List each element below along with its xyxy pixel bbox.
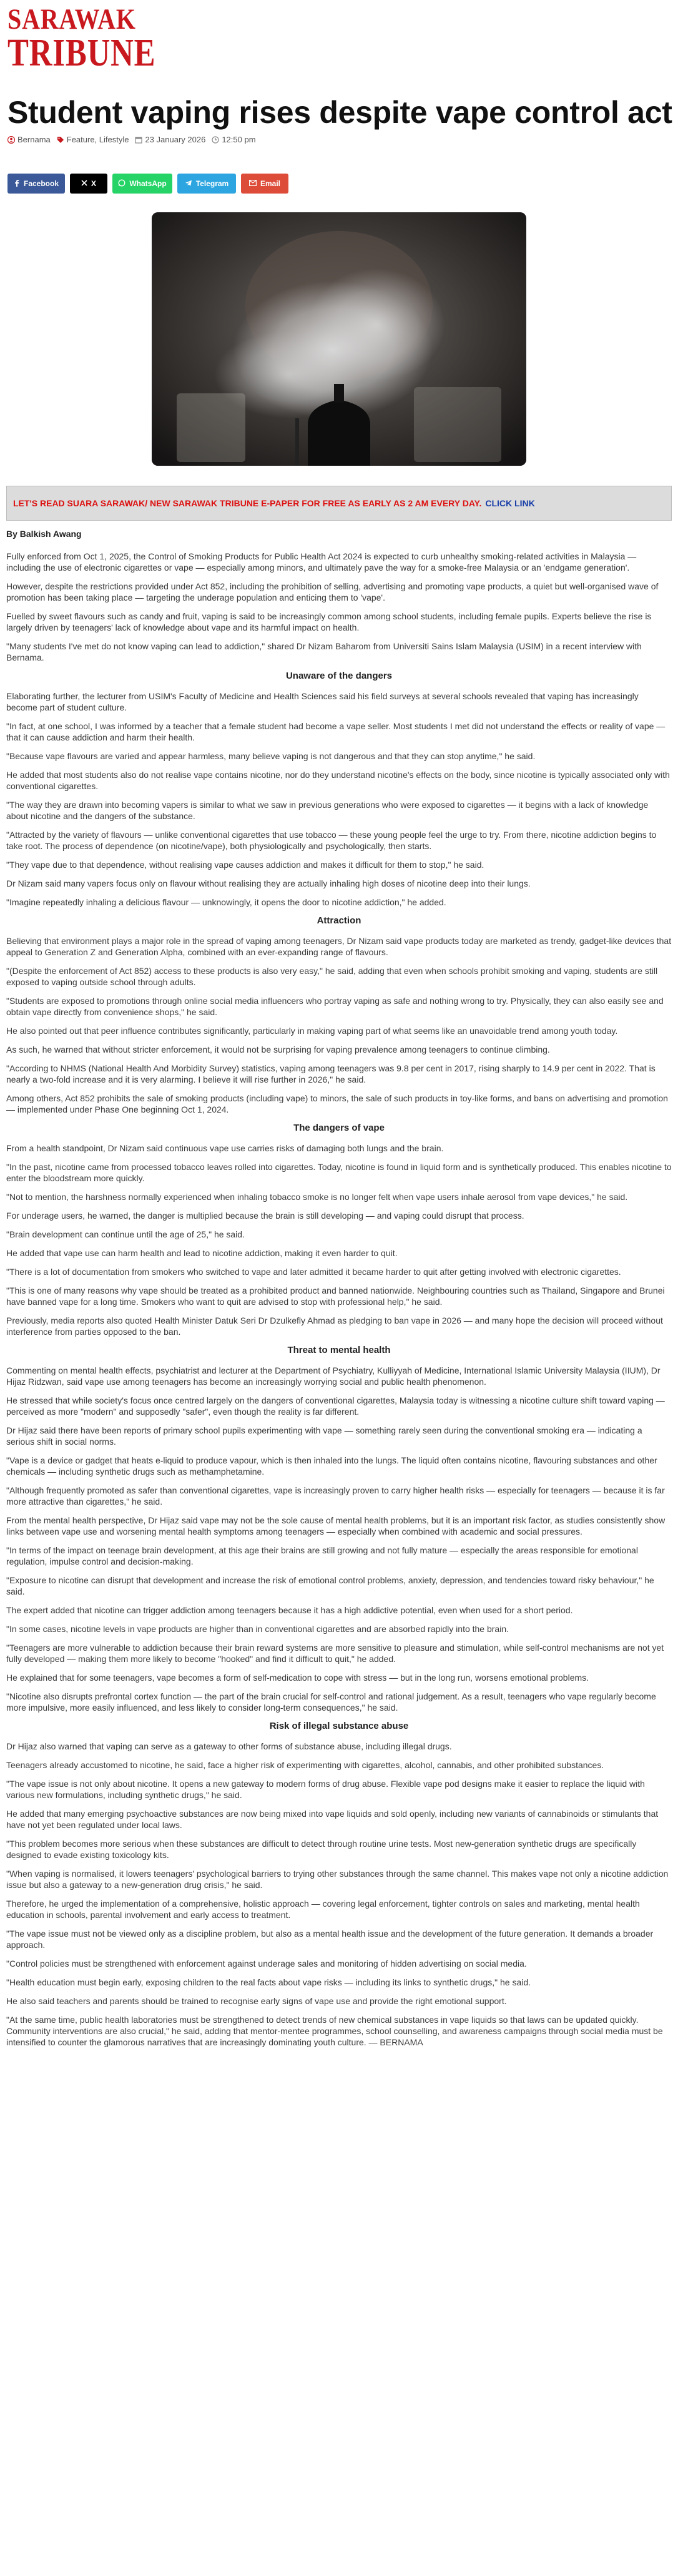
article-paragraph: "Not to mention, the harshness normally experienced when inhaling tobacco smoke is no longer felt when vape users inhale aerosol from vape devices," he said.	[6, 1192, 628, 1202]
article-paragraph: "Teenagers are more vulnerable to addiction because their brain reward systems are more sensitive to pleasure and stimulation, while self-control mechanisms are not yet fully developed — making them more likely to become "hooked" and find it difficult to quit," he added.	[6, 1643, 664, 1664]
share-x-button[interactable]	[70, 174, 107, 194]
article-paragraph: "Many students I've met do not know vaping can lead to addiction," shared Dr Nizam Baharom from Universiti Sains Islam Malaysia (USIM) in a recent interview with Bernama.	[6, 641, 642, 662]
article-title: Student vaping rises despite vape control act	[7, 95, 672, 130]
article-paragraph: Dr Nizam said many vapers focus only on flavour without realising they are actually inhaling high doses of nicotine deep into their lungs.	[6, 878, 531, 888]
byline: By Balkish Awang	[6, 529, 82, 539]
article-paragraph: He stressed that while society's focus once centred largely on the dangers of conventional cigarettes, Malaysia today is witnessing a nicotine culture shift toward vaping — perceived as more "modern" and supposedly "safer", even though the reality is far different.	[6, 1395, 665, 1417]
article-paragraph: "In terms of the impact on teenage brain development, at this age their brains are still growing and not fully mature — especially the areas responsible for emotional regulation, impulse control and decision-making.	[6, 1545, 638, 1566]
share-email-button[interactable]	[241, 174, 288, 194]
article-paragraph: "Attracted by the variety of flavours — unlike conventional cigarettes that use tobacco — these young people feel the urge to try. From there, nicotine addiction begins to take root. The process of dependence (on nicotine/vape), both physiologically and psychologically, then starts.	[6, 830, 657, 851]
calendar-icon	[135, 136, 142, 144]
article-paragraph: He also pointed out that peer influence contributes significantly, particularly in making vaping part of what seems like an unavoidable trend among youth today.	[6, 1026, 618, 1036]
share-telegram-button[interactable]	[177, 174, 236, 194]
article-paragraph: "At the same time, public health laboratories must be strengthened to detect trends of new chemical substances in vape liquids so that laws can be updated quickly. Community interventions are also crucial," he said, adding that mentor-mentee programmes, school counselling, and awareness campaigns through social media must be intensified to counter the glamorous narratives that are increasingly dominating youth culture. — BERNAMA	[6, 2015, 663, 2047]
section-heading: The dangers of vape	[293, 1123, 385, 1133]
telegram-icon	[185, 179, 192, 189]
share-facebook-button[interactable]	[7, 174, 65, 194]
article-paragraph: "Because vape flavours are varied and appear harmless, many believe vaping is not dangerous and that they can stop anytime," he said.	[6, 751, 536, 761]
article-paragraph: Dr Hijaz also warned that vaping can serve as a gateway to other forms of substance abuse, including illegal drugs.	[6, 1741, 452, 1751]
article-paragraph: "There is a lot of documentation from smokers who switched to vape and later admitted it became harder to quit after getting involved with electronic cigarettes.	[6, 1267, 621, 1277]
publish-time: 12:50 pm	[222, 135, 256, 144]
article-paragraph: He added that vape use can harm health and lead to nicotine addiction, making it even harder to quit.	[6, 1248, 398, 1258]
article-paragraph: "Exposure to nicotine can disrupt that development and increase the risk of emotional control problems, anxiety, depression, and tendencies toward risky behaviour," he said.	[6, 1575, 654, 1596]
article-paragraph: "Students are exposed to promotions through online social media influencers who portray vaping as safe and nothing wrong to try. Physically, they can also easily see and obtain vape directly from convenience shops," he said.	[6, 996, 664, 1017]
epaper-promo-banner	[6, 486, 672, 521]
whatsapp-icon	[118, 179, 125, 189]
article-body	[6, 528, 672, 2055]
article-paragraph: As such, he warned that without stricter enforcement, it would not be surprising for vaping prevalence among teenagers to continue climbing.	[6, 1045, 550, 1054]
article-paragraph: Believing that environment plays a major role in the spread of vaping among teenagers, Dr Nizam said vape products today are marketed as trendy, gadget-like devices that appeal to Generation Z and Generation Alpha, combined with an ever-expanding range of flavours.	[6, 936, 672, 957]
share-whatsapp-button[interactable]	[112, 174, 172, 194]
clock-icon	[212, 136, 219, 144]
email-icon	[249, 179, 257, 188]
article-paragraph: "Nicotine also disrupts prefrontal cortex function — the part of the brain crucial for self-control and rational judgement. As a result, teenagers who vape regularly become more impulsive, more easily influenced, and less likely to consider long-term consequences," he said.	[6, 1691, 656, 1713]
article-paragraph: "Although frequently promoted as safer than conventional cigarettes, vape is increasingly proven to carry higher health risks — especially for teenagers — because it is far more attractive than cigarettes," he said.	[6, 1485, 665, 1507]
logo-line-1: SARAWAK	[7, 3, 136, 36]
section-heading: Unaware of the dangers	[285, 671, 393, 681]
article-meta	[7, 135, 256, 144]
section-heading: Threat to mental health	[287, 1345, 391, 1355]
article-paragraph: "When vaping is normalised, it lowers teenagers' psychological barriers to trying other substances through the same channel. This makes vape not only a nicotine addiction issue but also a gateway to a new-generation drug crisis," he said.	[6, 1869, 669, 1890]
article-paragraph: However, despite the restrictions provided under Act 852, including the prohibition of selling, advertising and promoting vape products, a quiet but well-organised wave of promotion has been taking place — targeting the underage population and enticing them to 'vape'.	[6, 581, 659, 602]
banner-text: LET'S READ SUARA SARAWAK/ NEW SARAWAK TRIBUNE E-PAPER FOR FREE AS EARLY AS 2 AM EVERY DAY.	[13, 498, 482, 508]
article-paragraph: From a health standpoint, Dr Nizam said continuous vape use carries risks of damaging both lungs and the brain.	[6, 1143, 444, 1153]
article-paragraph: Among others, Act 852 prohibits the sale of smoking products (including vape) to minors, the sale of such products in toy-like forms, and bans on advertising and promotion — implemented under Phase One beginning Oct 1, 2024.	[6, 1093, 668, 1114]
facebook-icon	[14, 179, 20, 189]
share-bar	[7, 174, 288, 194]
user-icon	[7, 136, 15, 144]
article-paragraph: "In the past, nicotine came from processed tobacco leaves rolled into cigarettes. Today, nicotine is found in liquid form and is synthetically produced. This enables nicotine to enter the bloodstream more quickly.	[6, 1162, 672, 1183]
article-paragraph: From the mental health perspective, Dr Hijaz said vape may not be the sole cause of mental health problems, but it is an important risk factor, as studies consistently show links between vape use and worsening mental health symptoms among teenagers — especially when combined with academic and social pressures.	[6, 1515, 666, 1536]
article-paragraph: He added that most students also do not realise vape contains nicotine, nor do they understand nicotine's effects on the body, since nicotine is typically associated only with conventional cigarettes.	[6, 770, 670, 791]
article-paragraph: Previously, media reports also quoted Health Minister Datuk Seri Dr Dzulkefly Ahmad as pledging to ban vape in 2026 — and many hope the decision will proceed without interference from parties opposed to the ban.	[6, 1315, 663, 1337]
article-paragraph: Therefore, he urged the implementation of a comprehensive, holistic approach — covering legal enforcement, tighter controls on sales and marketing, mental health education in schools, parental involvement and early access to treatment.	[6, 1899, 640, 1920]
tag-icon	[57, 136, 64, 144]
article-paragraph: Elaborating further, the lecturer from USIM's Faculty of Medicine and Health Sciences said his field surveys at several schools revealed that vaping has increasingly become part of student culture.	[6, 691, 639, 712]
article-paragraph: "In fact, at one school, I was informed by a teacher that a female student had become a vape seller. Most students I met did not understand the effects or reality of vape — that it can cause addiction and harm their health.	[6, 721, 666, 742]
share-telegram-label: Telegram	[195, 179, 229, 188]
article-paragraph: "(Despite the enforcement of Act 852) access to these products is also very easy," he said, adding that even when schools prohibit smoking and vaping, students are still exposed to vaping outside school through adults.	[6, 966, 658, 987]
article-paragraph: "Brain development can continue until the age of 25," he said.	[6, 1229, 245, 1239]
article-paragraph: Teenagers already accustomed to nicotine, he said, face a higher risk of experimenting with cigarettes, alcohol, cannabis, and other prohibited substances.	[6, 1760, 604, 1770]
article-paragraph: "The vape issue must not be viewed only as a discipline problem, but also as a mental health issue and the development of the future generation. It demands a broader approach.	[6, 1929, 654, 1950]
article-paragraph: Fully enforced from Oct 1, 2025, the Control of Smoking Products for Public Health Act 2024 is expected to curb unhealthy smoking-related activities in Malaysia — including the use of electronic cigarettes or vape — especially among minors, and ultimately pave the way for a smoke-free Malaysia or an 'endgame generation'.	[6, 551, 637, 573]
article-paragraph: He also said teachers and parents should be trained to recognise early signs of vape use and provide the right emotional support.	[6, 1996, 507, 2006]
article-paragraph: He explained that for some teenagers, vape becomes a form of self-medication to cope with stress — but in the long run, worsens emotional problems.	[6, 1673, 589, 1683]
article-paragraph: Dr Hijaz said there have been reports of primary school pupils experimenting with vape — something rarely seen during the conventional smoking era — indicating a serious shift in social norms.	[6, 1425, 642, 1447]
article-paragraph: "Health education must begin early, exposing children to the real facts about vape risks — including its links to synthetic drugs," he said.	[6, 1977, 531, 1987]
article-paragraph: "They vape due to that dependence, without realising vape causes addiction and makes it difficult for them to stop," he said.	[6, 860, 484, 870]
article-paragraph: "According to NHMS (National Health And Morbidity Survey) statistics, vaping among teenagers was 9.8 per cent in 2017, rising sharply to 14.9 per cent in 2022. That is nearly a two-fold increase and it is very alarming. I believe it will rise further in 2026," he said.	[6, 1063, 656, 1084]
article-paragraph: "The way they are drawn into becoming vapers is similar to what we saw in previous generations who were exposed to cigarettes — it begins with a lack of knowledge about nicotine and the dangers of the substance.	[6, 800, 649, 821]
article-paragraph: "Imagine repeatedly inhaling a delicious flavour — unknowingly, it opens the door to nicotine addiction," he added.	[6, 897, 446, 907]
publish-date: 23 January 2026	[145, 135, 206, 144]
section-heading: Risk of illegal substance abuse	[269, 1721, 409, 1731]
category-links[interactable]: Feature, Lifestyle	[66, 135, 129, 144]
share-email-label: Email	[260, 179, 280, 188]
article-content	[6, 551, 672, 2048]
article-paragraph: For underage users, he warned, the danger is multiplied because the brain is still developing — and vaping could disrupt that process.	[6, 1211, 524, 1221]
share-whatsapp-label: WhatsApp	[129, 179, 167, 188]
article-paragraph: The expert added that nicotine can trigger addiction among teenagers because it has a high addictive potential, even when used for a short period.	[6, 1605, 573, 1615]
share-facebook-label: Facebook	[23, 179, 59, 188]
article-paragraph: "In some cases, nicotine levels in vape products are higher than in conventional cigarettes and are absorbed rapidly into the brain.	[6, 1624, 509, 1634]
x-logo-icon	[81, 179, 87, 188]
article-featured-image	[152, 212, 526, 466]
article-paragraph: Fuelled by sweet flavours such as candy and fruit, vaping is said to be increasingly common among school students, including female pupils. Experts believe the rise is largely driven by teenagers' lack of knowledge about vape and its harmful impact on health.	[6, 611, 652, 632]
author-link[interactable]: Bernama	[17, 135, 51, 144]
article-paragraph: "This problem becomes more serious when these substances are difficult to detect through routine urine tests. Most new-generation synthetic drugs are specifically designed to evade existing toxicology kits.	[6, 1839, 637, 1860]
banner-click-link[interactable]: CLICK LINK	[485, 498, 535, 508]
share-x-label: X	[91, 179, 96, 188]
article-paragraph: He added that many emerging psychoactive substances are now being mixed into vape liquids and sold openly, including new variants of cannabinoids or stimulants that have not yet been regulated under local laws.	[6, 1809, 659, 1830]
article-paragraph: Commenting on mental health effects, psychiatrist and lecturer at the Department of Psychiatry, Kulliyyah of Medicine, International Islamic University Malaysia (IIUM), Dr Hijaz Ridzwan, said vape use among teenagers has become an increasingly worrying social and public health phenomenon.	[6, 1365, 661, 1387]
article-paragraph: "Control policies must be strengthened with enforcement against underage sales and monitoring of hidden advertising on social media.	[6, 1959, 527, 1969]
article-paragraph: "This is one of many reasons why vape should be treated as a prohibited product and banned nationwide. Neighbouring countries such as Thailand, Singapore and Brunei have banned vape for a long time. Smokers who want to quit are advised to stop with professional help," he said.	[6, 1286, 665, 1307]
section-heading: Attraction	[317, 915, 361, 926]
article-paragraph: "Vape is a device or gadget that heats e-liquid to produce vapour, which is then inhaled into the lungs. The liquid often contains nicotine, flavouring substances and other chemicals — including synthetic drugs such as methamphetamine.	[6, 1455, 657, 1477]
site-logo[interactable]	[6, 0, 672, 87]
logo-line-2: TRIBUNE	[7, 32, 156, 74]
article-paragraph: "The vape issue is not only about nicotine. It opens a new gateway to modern forms of drug abuse. Flexible vape pod designs make it easier to replace the liquid with various new formulations, including synthetic drugs," he said.	[6, 1779, 645, 1800]
